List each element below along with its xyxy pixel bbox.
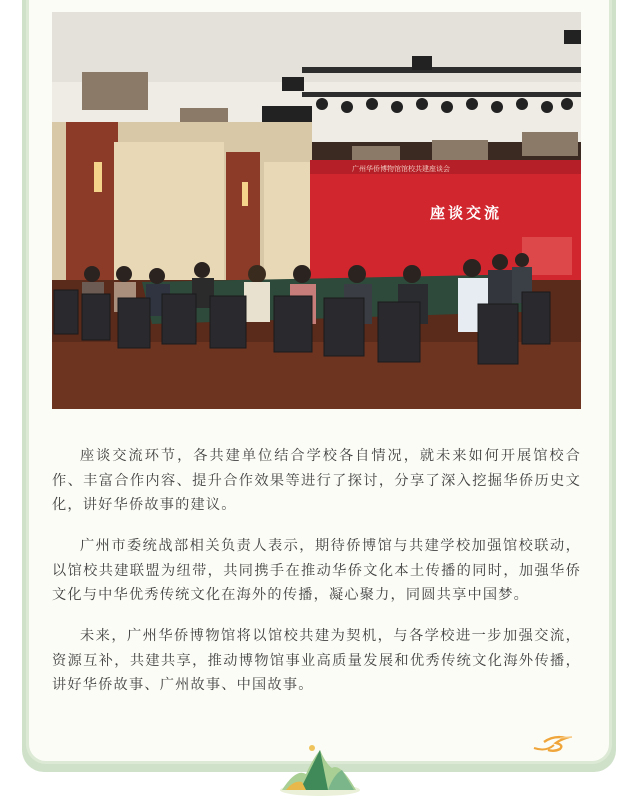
article-paragraph-1: 座谈交流环节，各共建单位结合学校各自情况，就未来如何开展馆校合作、丰富合作内容、提升合作效果等进行了探讨，分享了深入挖掘华侨历史文化，讲好华侨故事的建议。 <box>52 448 581 513</box>
meeting-photo[interactable] <box>52 12 581 409</box>
article-paragraph-3: 未来，广州华侨博物馆将以馆校共建为契机，与各学校进一步加强交流，资源互补，共建共享，推动博物馆事业高质量发展和优秀传统文化海外传播，讲好华侨故事、广州故事、中国故事。 <box>52 628 581 693</box>
stylized-s-logo-icon <box>530 733 574 753</box>
article-paragraph-2: 广州市委统战部相关负责人表示，期待侨博馆与共建学校加强馆校联动，以馆校共建联盟为纽带，共同携手在推动华侨文化本土传播的同时，加强华侨文化与中华优秀传统文化在海外的传播，凝心聚力，同圆共享中国梦。 <box>52 538 581 603</box>
screen-title: 座谈交流 <box>430 204 503 222</box>
meeting-photo-illustration <box>52 12 581 409</box>
mountain-landscape-icon <box>276 740 362 798</box>
screen-subtitle: 广州华侨博物馆馆校共建座谈会 <box>352 165 450 173</box>
